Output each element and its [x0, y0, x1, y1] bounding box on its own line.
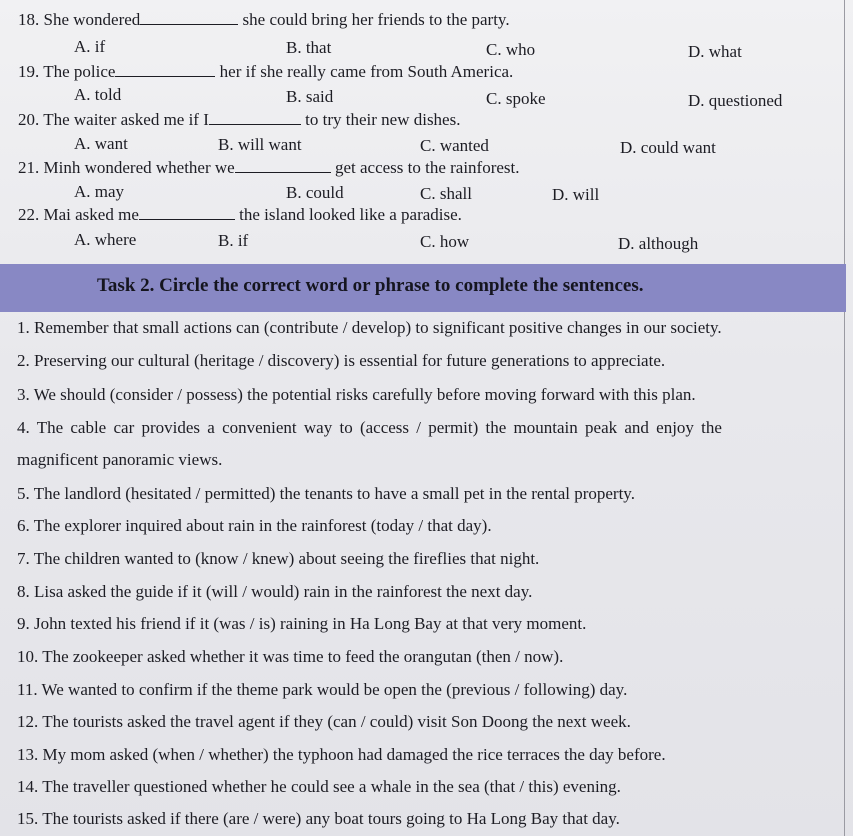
sentence-13[interactable]: 13. My mom asked (when / whether) the typhoon had damaged the rice terraces the day before.	[17, 745, 666, 764]
task-2-title: Task 2. Circle the correct word or phrase to complete the sentences.	[97, 275, 644, 296]
option-d[interactable]: D. will	[552, 185, 600, 204]
option-d[interactable]: D. although	[618, 234, 699, 253]
sentence-11[interactable]: 11. We wanted to confirm if the theme park would be open the (previous / following) day.	[17, 680, 628, 699]
option-b[interactable]: B. said	[286, 87, 334, 106]
option-b[interactable]: B. that	[286, 38, 332, 57]
sentence-1[interactable]: 1. Remember that small actions can (contribute / develop) to significant positive changes in our society.	[17, 318, 722, 337]
sentence-7[interactable]: 7. The children wanted to (know / knew) about seeing the fireflies that night.	[17, 549, 540, 568]
answer-blank[interactable]	[115, 62, 215, 77]
option-a[interactable]: A. may	[74, 182, 125, 201]
option-c[interactable]: C. shall	[420, 184, 472, 203]
sentence-4[interactable]: 4. The cable car provides a convenient way to (access / permit) the mountain peak and enjoy the	[17, 418, 722, 437]
question-18: 18. She wondered she could bring her friends to the party.	[18, 10, 510, 29]
answer-blank[interactable]	[209, 110, 301, 125]
option-d[interactable]: D. could want	[620, 138, 716, 157]
question-19: 19. The police her if she really came from South America.	[18, 62, 514, 81]
answer-blank[interactable]	[140, 10, 238, 25]
sentence-14[interactable]: 14. The traveller questioned whether he could see a whale in the sea (that / this) evening.	[17, 777, 621, 796]
option-c[interactable]: C. spoke	[486, 89, 546, 108]
option-a[interactable]: A. if	[74, 37, 106, 56]
option-c[interactable]: C. how	[420, 232, 470, 251]
sentence-6[interactable]: 6. The explorer inquired about rain in the rainforest (today / that day).	[17, 516, 492, 535]
option-d[interactable]: D. questioned	[688, 91, 783, 110]
page-border	[844, 0, 845, 836]
question-21: 21. Minh wondered whether we get access to the rainforest.	[18, 158, 520, 177]
option-a[interactable]: A. told	[74, 85, 122, 104]
sentence-2[interactable]: 2. Preserving our cultural (heritage / discovery) is essential for future generations to appreciate.	[17, 351, 666, 370]
option-a[interactable]: A. want	[74, 134, 128, 153]
option-b[interactable]: B. could	[286, 183, 344, 202]
sentence-8[interactable]: 8. Lisa asked the guide if it (will / would) rain in the rainforest the next day.	[17, 582, 533, 601]
sentence-9[interactable]: 9. John texted his friend if it (was / is) raining in Ha Long Bay at that very moment.	[17, 614, 587, 633]
option-b[interactable]: B. will want	[218, 135, 302, 154]
question-22: 22. Mai asked me the island looked like a paradise.	[18, 205, 462, 224]
answer-blank[interactable]	[235, 158, 331, 173]
sentence-10[interactable]: 10. The zookeeper asked whether it was time to feed the orangutan (then / now).	[17, 647, 564, 666]
option-c[interactable]: C. wanted	[420, 136, 489, 155]
sentence-12[interactable]: 12. The tourists asked the travel agent if they (can / could) visit Son Doong the next week.	[17, 712, 631, 731]
sentence-5[interactable]: 5. The landlord (hesitated / permitted) the tenants to have a small pet in the rental property.	[17, 484, 635, 503]
sentence-15[interactable]: 15. The tourists asked if there (are / were) any boat tours going to Ha Long Bay that day.	[17, 809, 620, 828]
option-c[interactable]: C. who	[486, 40, 536, 59]
answer-blank[interactable]	[139, 205, 235, 220]
sentence-4-continued[interactable]: magnificent panoramic views.	[17, 450, 223, 469]
option-b[interactable]: B. if	[218, 231, 249, 250]
option-a[interactable]: A. where	[74, 230, 137, 249]
option-d[interactable]: D. what	[688, 42, 742, 61]
sentence-3[interactable]: 3. We should (consider / possess) the potential risks carefully before moving forward with this plan.	[17, 385, 696, 404]
question-20: 20. The waiter asked me if I to try their new dishes.	[18, 110, 461, 129]
